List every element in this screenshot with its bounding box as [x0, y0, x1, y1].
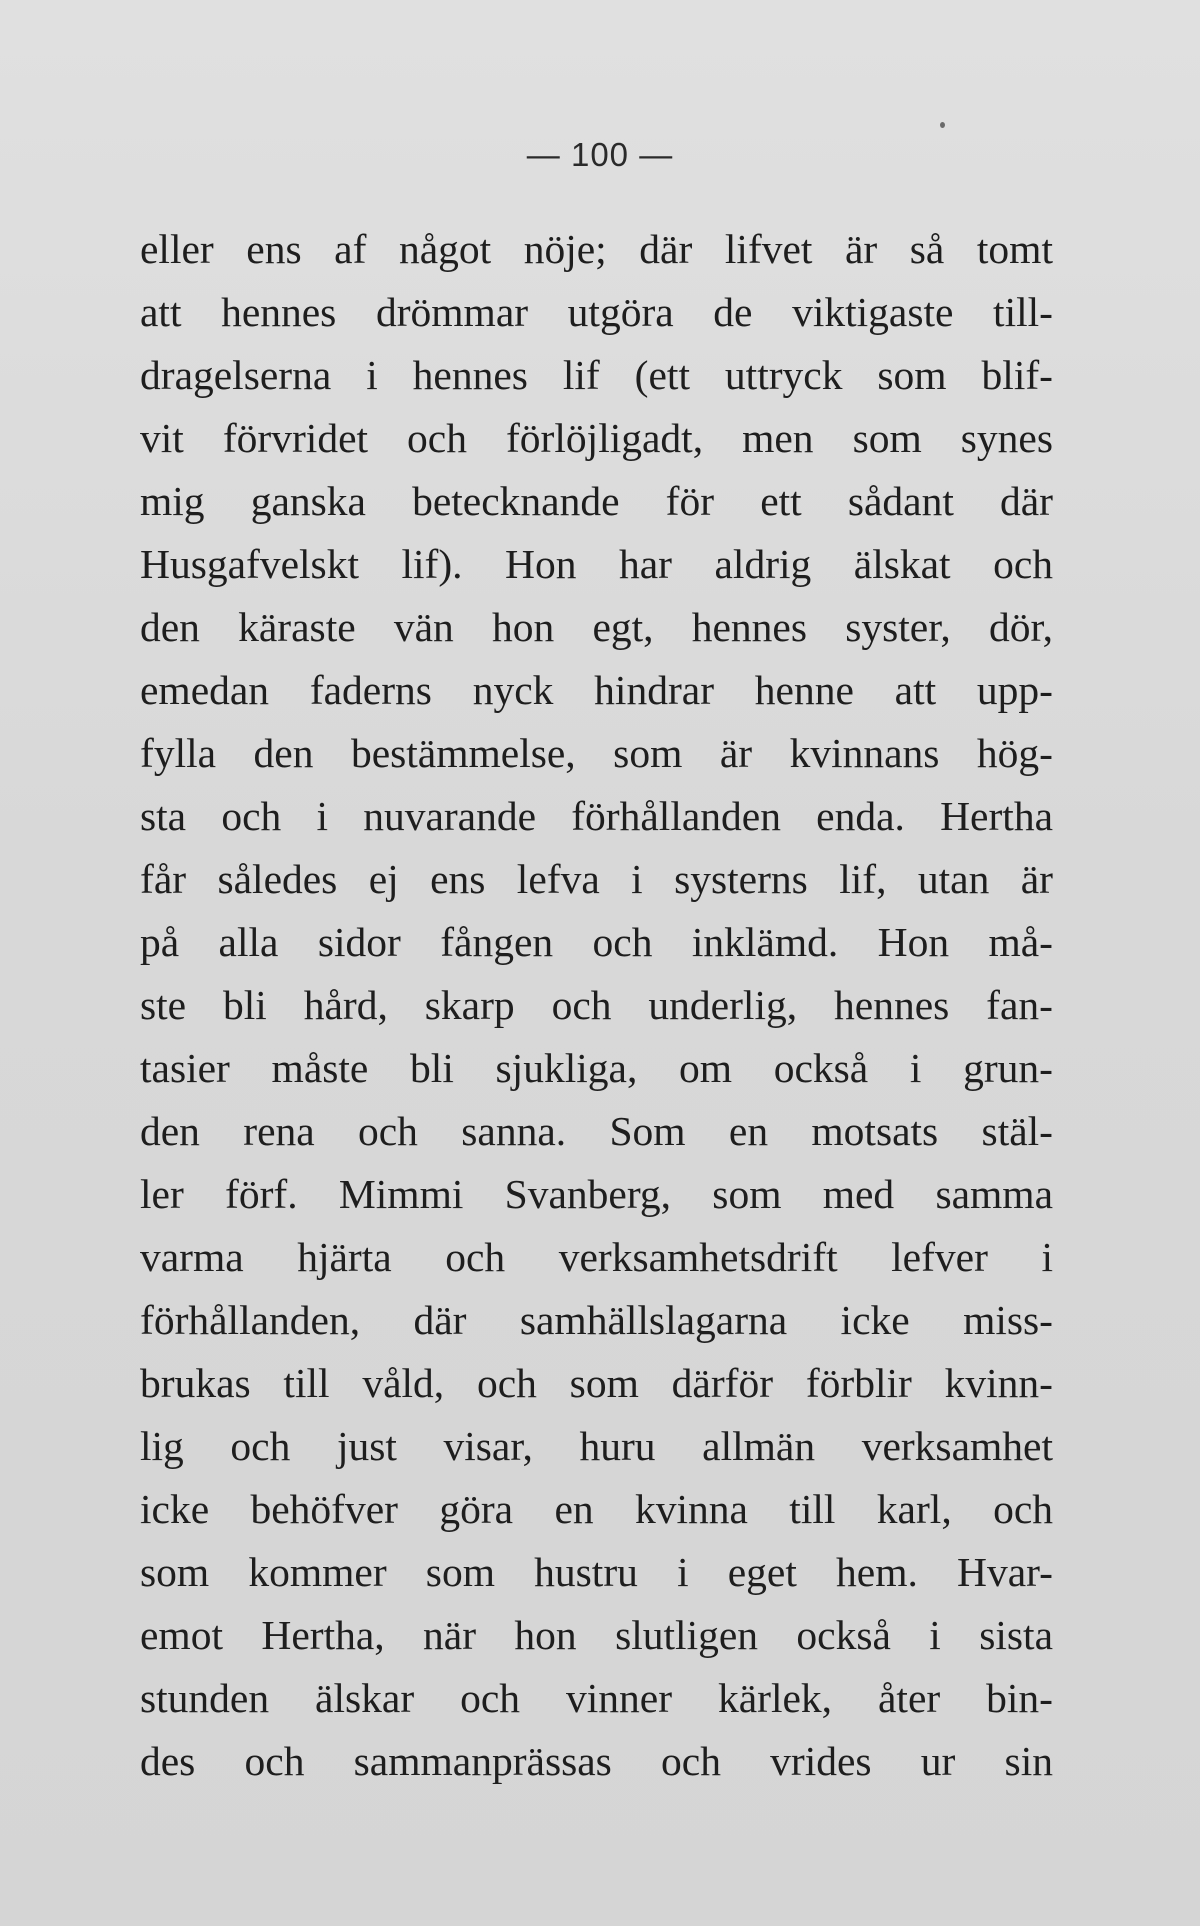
text-line: emot Hertha, när hon slutligen också i sista: [140, 1612, 1053, 1658]
text-line: förhållanden, där samhällslagarna icke miss-: [140, 1297, 1053, 1343]
text-line: lig och just visar, huru allmän verksamhet: [140, 1423, 1053, 1469]
text-line: den rena och sanna. Som en motsats stäl-: [140, 1108, 1053, 1154]
body-text: [140, 218, 1053, 1793]
paper-speck: [940, 122, 945, 128]
text-line: sta och i nuvarande förhållanden enda. Hertha: [140, 793, 1053, 839]
text-line: dragelserna i hennes lif (ett uttryck som blif-: [140, 352, 1053, 398]
text-line: brukas till våld, och som därför förblir kvinn-: [140, 1360, 1053, 1406]
text-line: fylla den bestämmelse, som är kvinnans hög-: [140, 730, 1053, 776]
text-line: eller ens af något nöje; där lifvet är så tomt: [140, 226, 1053, 272]
text-line: emedan faderns nyck hindrar henne att upp-: [140, 667, 1053, 713]
text-line: som kommer som hustru i eget hem. Hvar-: [140, 1549, 1053, 1595]
text-line: får således ej ens lefva i systerns lif, utan är: [140, 856, 1053, 902]
text-line: ste bli hård, skarp och underlig, hennes fan-: [140, 982, 1053, 1028]
text-line: att hennes drömmar utgöra de viktigaste till-: [140, 289, 1053, 335]
text-line: icke behöfver göra en kvinna till karl, och: [140, 1486, 1053, 1532]
text-line: vit förvridet och förlöjligadt, men som synes: [140, 415, 1053, 461]
text-line: på alla sidor fången och inklämd. Hon må-: [140, 919, 1053, 965]
text-line: varma hjärta och verksamhetsdrift lefver i: [140, 1234, 1053, 1280]
text-line: den käraste vän hon egt, hennes syster, dör,: [140, 604, 1053, 650]
text-line: Husgafvelskt lif). Hon har aldrig älskat och: [140, 541, 1053, 587]
text-line: mig ganska betecknande för ett sådant där: [140, 478, 1053, 524]
text-line: des och sammanprässas och vrides ur sin: [140, 1738, 1053, 1784]
text-line: stunden älskar och vinner kärlek, åter bin-: [140, 1675, 1053, 1721]
text-line: tasier måste bli sjukliga, om också i grun-: [140, 1045, 1053, 1091]
text-line: ler förf. Mimmi Svanberg, som med samma: [140, 1171, 1053, 1217]
page-number: — 100 —: [526, 136, 674, 173]
